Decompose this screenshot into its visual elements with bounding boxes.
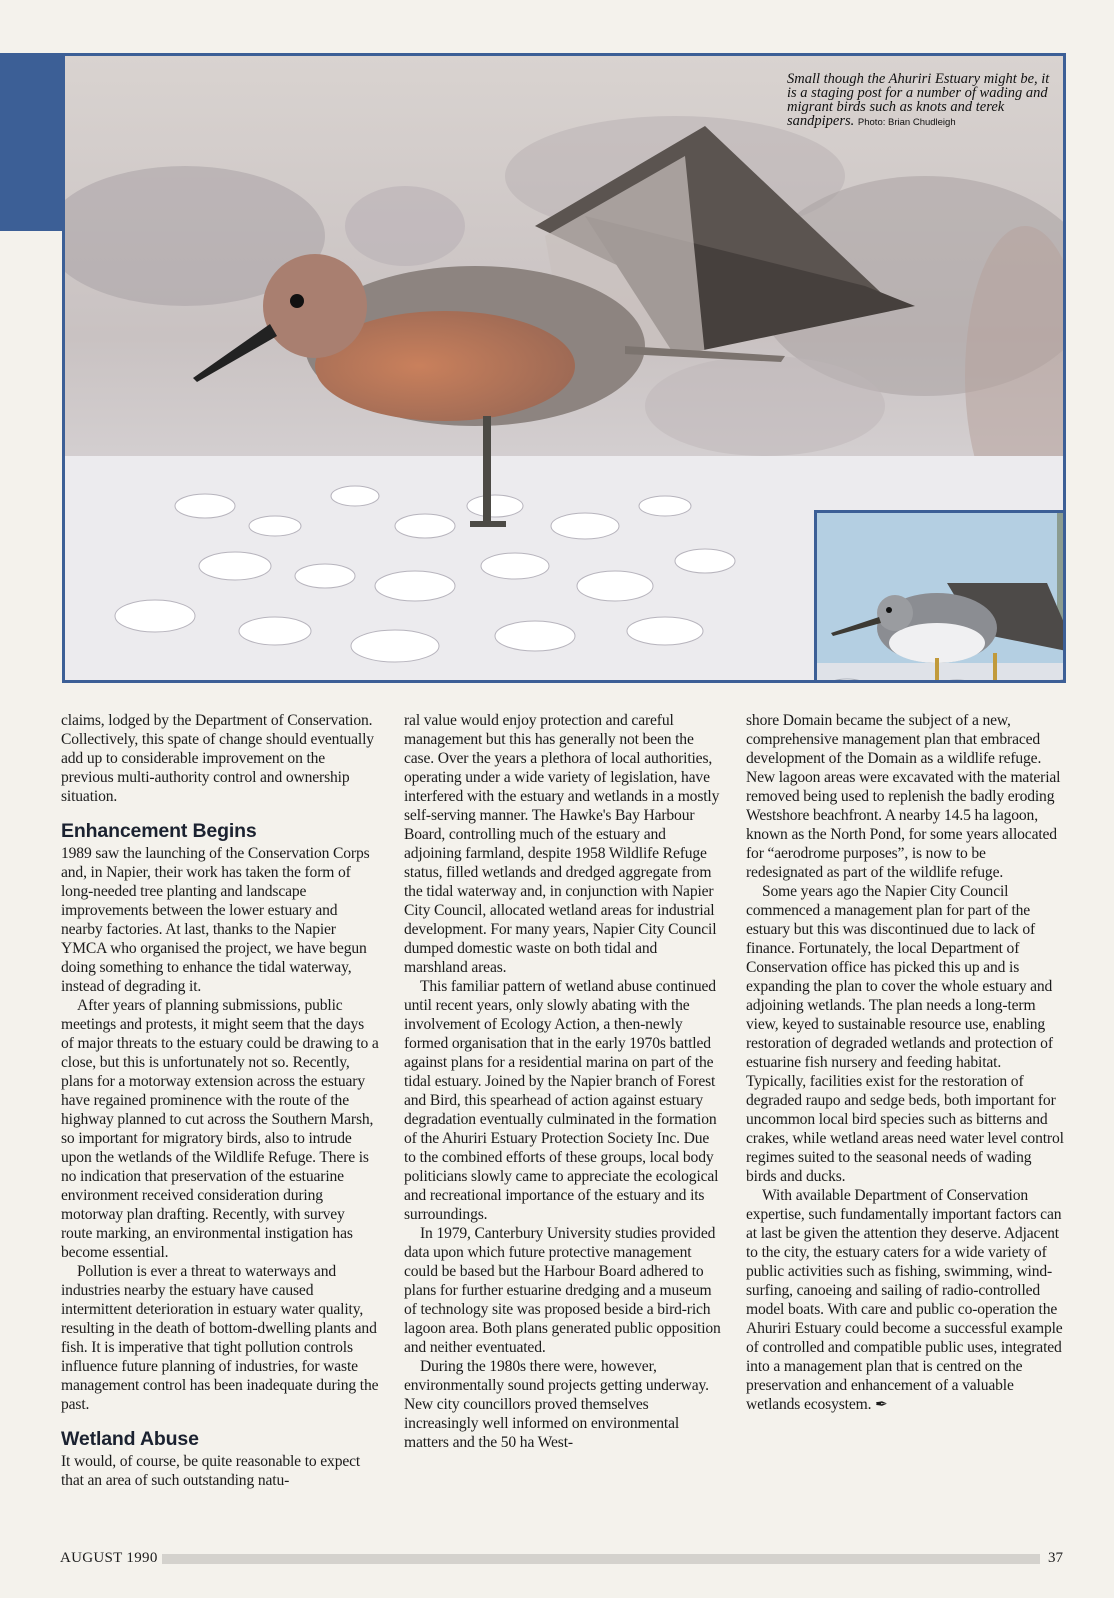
paragraph: After years of planning submissions, public meetings and protests, it might seem that the days of major threats to the estuary could be drawing to a close, but this is unfortunately not so. Recently, plans for a motorway extension across the estuary have regained prominence with the route of the highway planned to cut across the Southern Marsh, so important for migratory birds, also to intrude upon the wetlands of the Wildlife Refuge. There is no indication that preservation of the estuarine environment received consideration during motorway plan drafting. Recently, with survey route marking, an environmental instigation has become essential.	[61, 997, 379, 1261]
footer-rule	[162, 1554, 1040, 1564]
paragraph: This familiar pattern of wetland abuse continued until recent years, only slowly abating with the involvement of Ecology Action, a then-newly formed organisation that in the early 1970s battled against plans for a residential marina on part of the tidal estuary. Joined by the Napier branch of Forest and Bird, this spearhead of action against estuary degradation eventually culminated in the formation of the Ahuriri Estuary Protection Society Inc. Due to the combined efforts of these groups, local body politicians slowly came to appreciate the ecological and recreational importance of the estuary and its surroundings.	[404, 978, 719, 1223]
bird-end-mark-icon: ✒	[875, 1397, 888, 1413]
section-heading-wetland-abuse: Wetland Abuse	[61, 1428, 199, 1450]
side-accent-bar	[0, 53, 64, 231]
caption-text: Small though the Ahuriri Estuary might be, it is a staging post for a number of wading and migrant birds such as knots and terek sandpipers.	[787, 71, 1050, 129]
photo-credit: Photo: Brian Chudleigh	[857, 117, 956, 128]
main-photo	[62, 53, 1066, 683]
paragraph: In 1979, Canterbury University studies provided data upon which future protective management could be based but the Harbour Board adhered to plans for further estuarine dredging and a museum of technology site was proposed beside a bird-rich lagoon area. Both plans generated public opposition and neither eventuated.	[404, 1225, 721, 1356]
paragraph-text: With available Department of Conservation expertise, such fundamentally important factors can at last be given the attention they deserve. Adjacent to the city, the estuary caters for a wide variety of public activities such as fishing, swimming, wind-surfing, canoeing and sailing of radio-controlled model boats. With care and public co-operation the Ahuriri Estuary could become a successful example of controlled and compatible public uses, integrated into a management plan that is centred on the preservation and enhancement of a valuable wetlands ecosystem.	[746, 1187, 1063, 1413]
paragraph: shore Domain became the subject of a new, comprehensive management plan that embraced development of the Domain as a wildlife refuge. New lagoon areas were excavated with the material removed being used to replenish the badly eroding Westshore beachfront. A nearby 14.5 ha lagoon, known as the North Pond, for some years allocated for “aerodrome purposes”, is now to be redesignated as part of the wildlife refuge.	[746, 712, 1061, 881]
paragraph: Pollution is ever a threat to waterways and industries nearby the estuary have caused intermittent deterioration in estuary water quality, resulting in the death of bottom-dwelling plants and fish. It is imperative that tight pollution controls influence future planning of industries, for waste management control has been inadequate during the past.	[61, 1263, 379, 1413]
paragraph: During the 1980s there were, however, environmentally sound projects getting underway. New city councillors proved themselves increasingly well informed on environmental matters and the 50 ha West-	[404, 1358, 709, 1451]
sandpiper-photo-illustration	[817, 513, 1066, 683]
paragraph: Some years ago the Napier City Council commenced a management plan for part of the estuary but this was discontinued due to lack of finance. Fortunately, the local Department of Conservation office has picked this up and is expanding the plan to cover the whole estuary and adjoining wetlands. The plan needs a long-term view, keyed to sustainable resource use, enabling restoration of degraded wetlands and protection of estuarine fish nursery and feeding habitat. Typically, facilities exist for the restoration of degraded raupo and sedge beds, both important for uncommon local bird species such as bitterns and crakes, while wetland areas need water level control regimes suited to the seasonal needs of wading birds and ducks.	[746, 883, 1064, 1185]
page-number: 37	[1048, 1550, 1063, 1566]
photo-caption	[787, 72, 1057, 130]
section-heading-enhancement: Enhancement Begins	[61, 820, 257, 842]
issue-date: AUGUST 1990	[60, 1550, 158, 1566]
paragraph: It would, of course, be quite reasonable to expect that an area of such outstanding natu-	[61, 1453, 361, 1489]
text-column-2	[404, 711, 722, 1452]
text-column-3	[746, 711, 1064, 1415]
paragraph: claims, lodged by the Department of Conservation. Collectively, this spate of change should eventually add up to considerable improvement on the previous multi-authority control and ownership situation.	[61, 712, 374, 805]
paragraph	[746, 1186, 1064, 1415]
text-column-1	[61, 711, 379, 1490]
paragraph: ral value would enjoy protection and careful management but this has generally not been the case. Over the years a plethora of local authorities, operating under a wide variety of legislation, have interfered with the estuary and wetlands in a mostly self-serving manner. The Hawke's Bay Harbour Board, controlling much of the estuary and adjoining farmland, despite 1958 Wildlife Refuge status, filled wetlands and dredged aggregate from the tidal waterway and, in conjunction with Napier City Council, allocated wetland areas for industrial development. For many years, Napier City Council dumped domestic waste on both tidal and marshland areas.	[404, 712, 720, 976]
paragraph: 1989 saw the launching of the Conservation Corps and, in Napier, their work has taken the form of long-needed tree planting and landscape improvements between the lower estuary and nearby factories. At last, thanks to the Napier YMCA who organised the project, we have begun doing something to enhance the tidal waterway, instead of degrading it.	[61, 845, 370, 995]
inset-photo	[814, 510, 1066, 683]
